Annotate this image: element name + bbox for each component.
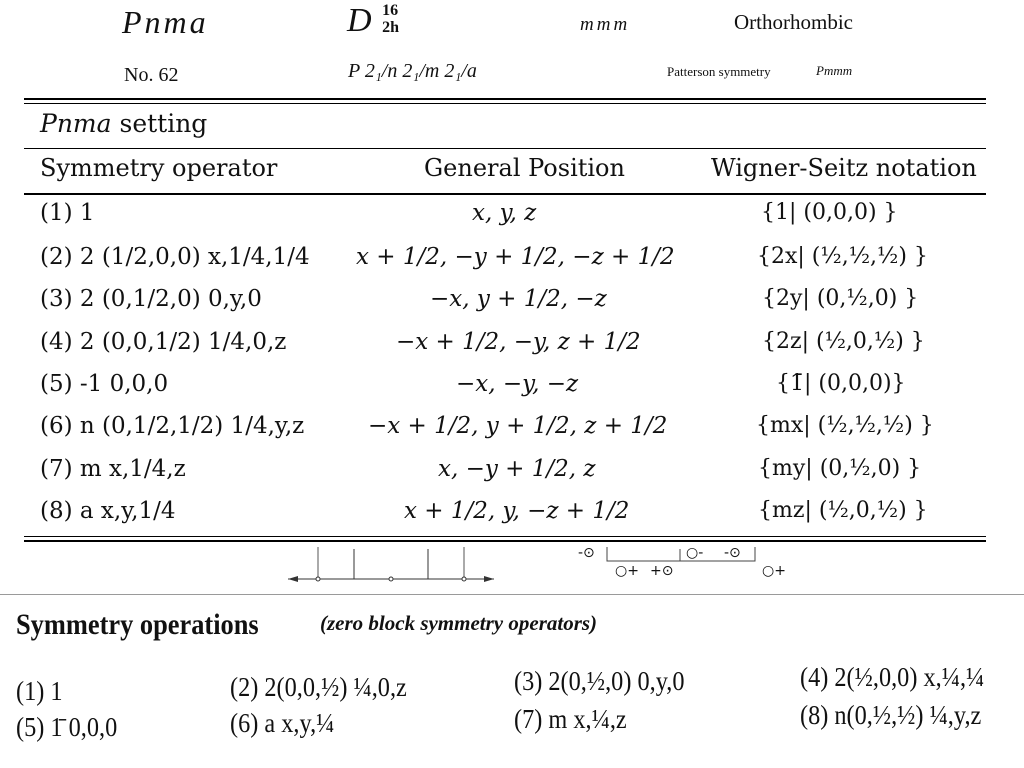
wigner-seitz-cell: {2z| (½,0,½) }: [762, 329, 925, 354]
wigner-seitz-cell: {mx| (½,½,½) }: [756, 413, 934, 438]
section-divider: [0, 594, 1024, 595]
symmetry-operations-title: Symmetry operations: [16, 608, 259, 641]
circle-symbol: ○-: [686, 545, 704, 561]
hermann-mauguin-symbol: Pnma: [122, 4, 209, 40]
circle-symbol: ○+: [615, 563, 639, 579]
schoenflies-superscript: 16: [382, 2, 399, 19]
zero-block-note: (zero block symmetry operators): [320, 611, 598, 635]
patterson-symbol: Pmmm: [816, 63, 853, 78]
symmetry-operation-6: (6) a x,y,¼: [230, 708, 335, 738]
schoenflies-symbol: [347, 2, 410, 40]
general-position-cell: x, −y + 1/2, z: [438, 456, 596, 482]
patterson-label: Patterson symmetry: [667, 64, 771, 79]
wigner-seitz-cell: {mz| (½,0,½) }: [758, 498, 928, 523]
circle-symbol: +⊙: [650, 563, 674, 579]
symmetry-operator-cell: (6) n (0,1/2,1/2) 1/4,y,z: [40, 413, 305, 439]
symmetry-operator-cell: (7) m x,1/4,z: [40, 456, 186, 482]
header-rule: [24, 193, 986, 195]
table-top-rule: [24, 98, 986, 100]
table-bottom-rule: [24, 536, 986, 537]
circle-symbol: ○+: [762, 563, 786, 579]
symmetry-operation-3: (3) 2(0,½,0) 0,y,0: [514, 666, 685, 696]
axis-diagram-fragment: [280, 545, 505, 585]
general-position-cell: −x, −y, −z: [456, 371, 579, 397]
general-position-cell: −x + 1/2, −y, z + 1/2: [396, 329, 641, 355]
column-header-general-position: General Position: [424, 154, 625, 182]
wigner-seitz-cell: {2x| (½,½,½) }: [757, 244, 928, 269]
symmetry-operator-cell: (8) a x,y,1/4: [40, 498, 176, 524]
table-bottom-rule-2: [24, 540, 986, 542]
full-symbol: P 2₁/n 2₁/m 2₁/a: [348, 60, 477, 82]
schoenflies-base: D: [347, 2, 372, 39]
column-header-symmetry-operator: Symmetry operator: [40, 154, 278, 182]
general-position-cell: x, y, z: [472, 200, 537, 226]
setting-symbol: Pnma: [40, 109, 112, 138]
setting-rule: [24, 148, 986, 149]
setting-title: [40, 109, 207, 138]
circle-symbol: -⊙: [578, 545, 595, 561]
symmetry-operation-4: (4) 2(½,0,0) x,¼,¼: [800, 662, 985, 692]
wigner-seitz-cell: {1̄| (0,0,0)}: [776, 371, 906, 396]
symmetry-operation-5: (5) 1̄ 0,0,0: [16, 712, 118, 742]
column-header-wigner-seitz: Wigner-Seitz notation: [711, 154, 977, 182]
general-position-cell: x + 1/2, −y + 1/2, −z + 1/2: [356, 244, 675, 270]
symmetry-operation-7: (7) m x,¼,z: [514, 704, 627, 734]
wigner-seitz-cell: {my| (0,½,0) }: [758, 456, 922, 481]
symmetry-operation-2: (2) 2(0,0,½) ¼,0,z: [230, 672, 407, 702]
setting-word: setting: [111, 109, 208, 138]
wigner-seitz-cell: {2y| (0,½,0) }: [762, 286, 919, 311]
general-position-cell: −x, y + 1/2, −z: [430, 286, 607, 312]
crystal-system: Orthorhombic: [734, 10, 853, 34]
symmetry-operation-1: (1) 1: [16, 676, 63, 706]
general-position-cell: x + 1/2, y, −z + 1/2: [404, 498, 630, 524]
symmetry-operator-cell: (1) 1: [40, 200, 95, 226]
symmetry-operator-cell: (4) 2 (0,0,1/2) 1/4,0,z: [40, 329, 287, 355]
symmetry-operator-cell: (5) -1 0,0,0: [40, 371, 169, 397]
symmetry-operation-8: (8) n(0,½,½) ¼,y,z: [800, 700, 982, 730]
wigner-seitz-cell: {1| (0,0,0) }: [761, 200, 898, 225]
space-group-number: No. 62: [124, 64, 179, 86]
point-group-symbol: mmm: [580, 14, 631, 35]
symmetry-operator-cell: (3) 2 (0,1/2,0) 0,y,0: [40, 286, 262, 312]
schoenflies-subscript: 2h: [382, 19, 399, 36]
general-position-cell: −x + 1/2, y + 1/2, z + 1/2: [368, 413, 668, 439]
table-top-rule-2: [24, 103, 986, 104]
symmetry-operator-cell: (2) 2 (1/2,0,0) x,1/4,1/4: [40, 244, 310, 270]
circle-symbol: -⊙: [724, 545, 741, 561]
